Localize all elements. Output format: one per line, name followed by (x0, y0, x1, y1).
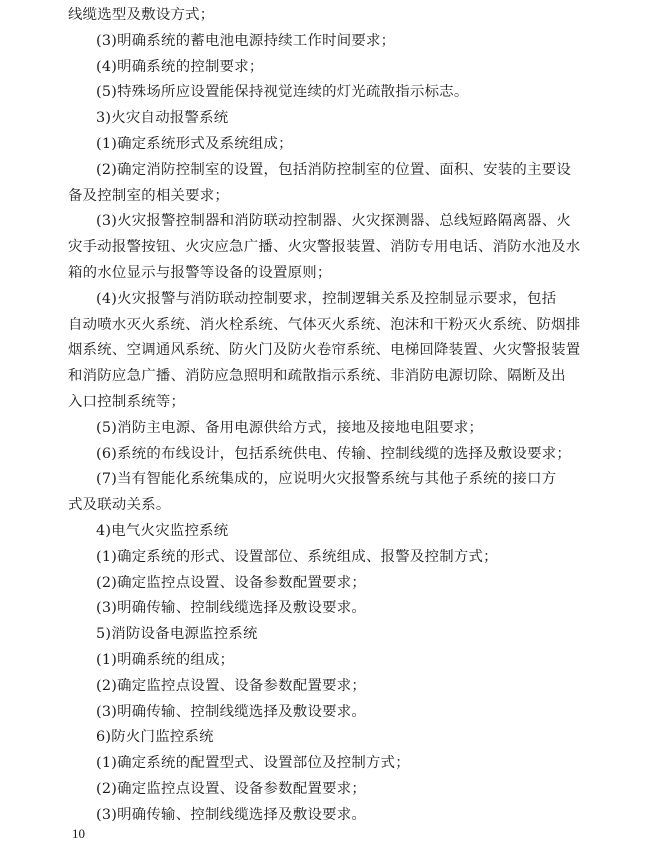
text-line: (2)确定消防控制室的设置，包括消防控制室的位置、面积、安装的主要设 (96, 161, 571, 178)
text-line: 3)火灾自动报警系统 (96, 110, 229, 127)
text-line: 备及控制室的相关要求； (68, 187, 230, 204)
text-line: 6)防火门监控系统 (96, 729, 214, 746)
text-line: (3)明确系统的蓄电池电源持续工作时间要求； (96, 32, 396, 49)
text-line: 式及联动关系。 (68, 497, 171, 514)
text-line: 自动喷水灭火系统、消火栓系统、气体灭火系统、泡沫和干粉灭火系统、防烟排 (68, 316, 581, 333)
text-line: 和消防应急广播、消防应急照明和疏散指示系统、非消防电源切除、隔断及出 (68, 368, 566, 385)
text-line: 5)消防设备电源监控系统 (96, 626, 258, 643)
text-line: (1)明确系统的组成； (96, 651, 235, 668)
text-line: 入口控制系统等； (68, 393, 186, 410)
text-line: (6)系统的布线设计，包括系统供电、传输、控制线缆的选择及敷设要求； (96, 445, 571, 462)
text-line: (5)特殊场所应设置能保持视觉连续的灯光疏散指示标志。 (96, 84, 469, 101)
text-line: (3)明确传输、控制线缆选择及敷设要求。 (96, 806, 367, 823)
text-line: 线缆选型及敷设方式； (68, 7, 215, 23)
document-body (68, 3, 604, 829)
text-line: (7)当有智能化系统集成的，应说明火灾报警系统与其他子系统的接口方 (96, 471, 557, 488)
text-line: (2)确定监控点设置、设备参数配置要求； (96, 677, 367, 694)
text-line: (2)确定监控点设置、设备参数配置要求； (96, 574, 367, 591)
text-line: (3)火灾报警控制器和消防联动控制器、火灾探测器、总线短路隔离器、火 (96, 213, 571, 230)
text-line: (3)明确传输、控制线缆选择及敷设要求。 (96, 703, 367, 720)
text-line: (1)确定系统的形式、设置部位、系统组成、报警及控制方式； (96, 548, 498, 565)
text-line: 烟系统、空调通风系统、防火门及防火卷帘系统、电梯回降装置、火灾警报装置 (68, 342, 581, 359)
text-line: (4)火灾报警与消防联动控制要求，控制逻辑关系及控制显示要求，包括 (96, 290, 557, 307)
page-number: 10 (72, 826, 85, 841)
text-line: (2)确定监控点设置、设备参数配置要求； (96, 780, 367, 797)
text-line: 4)电气火灾监控系统 (96, 522, 229, 539)
text-line: (5)消防主电源、备用电源供给方式，接地及接地电阻要求； (96, 419, 484, 436)
text-line: (1)确定系统的配置型式、设置部位及控制方式； (96, 755, 410, 772)
text-line: 灾手动报警按钮、火灾应急广播、火灾警报装置、消防专用电话、消防水池及水 (68, 239, 581, 256)
text-line: (1)确定系统形式及系统组成； (96, 135, 293, 152)
text-line: (4)明确系统的控制要求； (96, 58, 264, 75)
text-line: (3)明确传输、控制线缆选择及敷设要求。 (96, 600, 367, 617)
text-line: 箱的水位显示与报警等设备的设置原则； (68, 264, 332, 281)
